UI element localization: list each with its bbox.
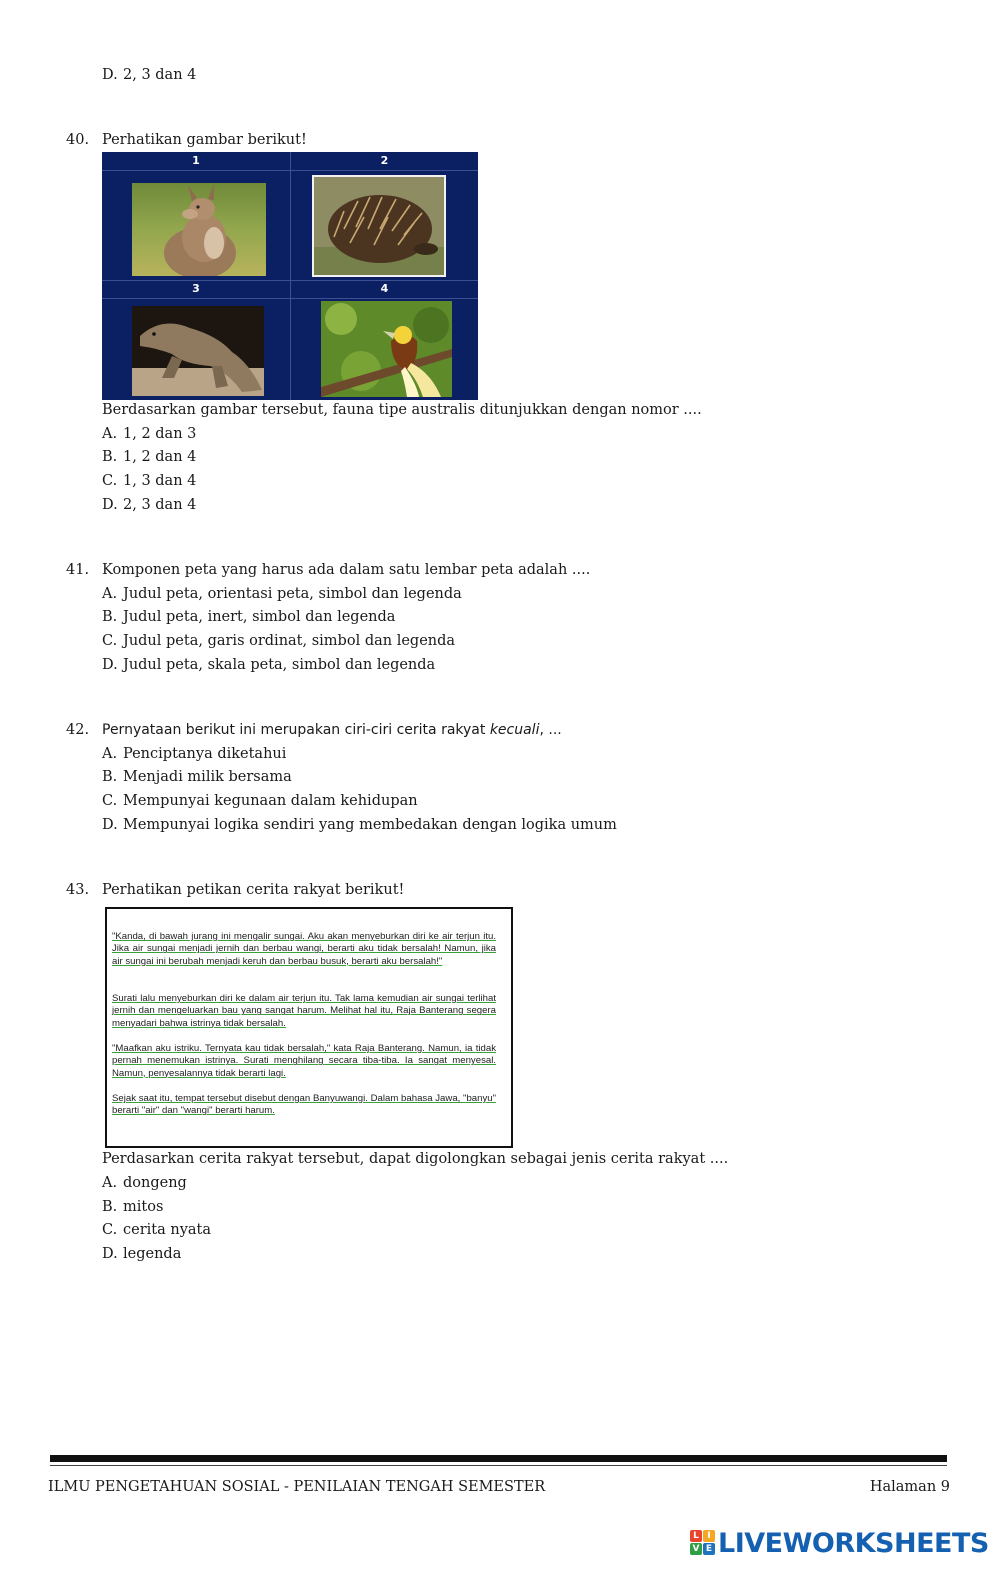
option-text: Mempunyai kegunaan dalam kehidupan <box>123 793 418 809</box>
q42-option-d[interactable] <box>102 817 617 833</box>
folk-story-excerpt-box <box>105 907 513 1148</box>
fauna-image-grid <box>102 152 478 400</box>
komodo-image <box>132 306 264 396</box>
option-text: cerita nyata <box>123 1222 211 1238</box>
option-text: Judul peta, inert, simbol dan legenda <box>123 609 396 625</box>
logo-tile-i: I <box>703 1530 715 1542</box>
question-42-tail: , ... <box>539 722 562 738</box>
story-paragraph-3: "Maafkan aku istriku. Ternyata kau tidak bersalah," kata Raja Banterang. Namun, ia tidak pernah menemukan istrinya. Surati menghilang secara tiba-tiba. Ia sangat menyesal. Namun, penyesalannya tidak berarti lagi. <box>112 1043 496 1079</box>
echidna-image <box>312 175 446 277</box>
q40-option-a[interactable] <box>102 426 196 442</box>
question-43-prompt: Perhatikan petikan cerita rakyat berikut! <box>102 882 405 898</box>
q41-option-b[interactable] <box>102 609 395 625</box>
option-letter: A. <box>102 1175 118 1191</box>
question-41-text: Komponen peta yang harus ada dalam satu lembar peta adalah .... <box>102 562 591 578</box>
option-letter: C. <box>102 793 118 809</box>
option-letter: D. <box>102 657 118 673</box>
q40-option-b[interactable] <box>102 449 196 465</box>
footer-divider-thick <box>50 1455 947 1462</box>
q43-option-a[interactable] <box>102 1175 187 1191</box>
q43-option-b[interactable] <box>102 1199 163 1215</box>
option-text: Judul peta, orientasi peta, simbol dan legenda <box>123 586 462 602</box>
option-letter: D. <box>102 1246 118 1262</box>
footer-divider-thin <box>50 1465 947 1466</box>
option-text: Judul peta, garis ordinat, simbol dan legenda <box>123 633 456 649</box>
option-text: legenda <box>123 1246 182 1262</box>
question-40-text: Berdasarkan gambar tersebut, fauna tipe australis ditunjukkan dengan nomor .... <box>102 402 702 418</box>
question-40-prompt: Perhatikan gambar berikut! <box>102 132 307 148</box>
q42-option-a[interactable] <box>102 746 286 762</box>
option-text: Menjadi milik bersama <box>123 769 292 785</box>
grid-label-3: 3 <box>192 282 200 295</box>
option-letter: C. <box>102 1222 118 1238</box>
footer-page-number: Halaman 9 <box>869 1479 950 1495</box>
grid-label-1: 1 <box>192 154 200 167</box>
option-letter: D. <box>102 497 118 513</box>
option-text: dongeng <box>123 1175 187 1191</box>
q42-option-c[interactable] <box>102 793 418 809</box>
question-number-42: 42. <box>66 722 90 738</box>
option-text: Penciptanya diketahui <box>123 746 287 762</box>
option-text: 1, 3 dan 4 <box>123 473 197 489</box>
q40-option-c[interactable] <box>102 473 196 489</box>
option-text: mitos <box>123 1199 164 1215</box>
option-letter: B. <box>102 769 118 785</box>
option-text: 1, 2 dan 4 <box>123 449 197 465</box>
q40-option-d[interactable] <box>102 497 196 513</box>
liveworksheets-logo[interactable] <box>690 1526 989 1560</box>
q43-option-c[interactable] <box>102 1222 211 1238</box>
question-number-43: 43. <box>66 882 90 898</box>
question-42-text <box>102 722 562 738</box>
story-paragraph-4: Sejak saat itu, tempat tersebut disebut dengan Banyuwangi. Dalam bahasa Jawa, "banyu" berarti "air" dan "wangi" berarti harum. <box>112 1093 496 1117</box>
liveworksheets-logo-text: LIVEWORKSHEETS <box>718 1527 989 1559</box>
logo-tile-l: L <box>690 1530 702 1542</box>
q41-option-c[interactable] <box>102 633 455 649</box>
q41-option-a[interactable] <box>102 586 462 602</box>
q41-option-d[interactable] <box>102 657 435 673</box>
liveworksheets-logo-icon <box>690 1530 716 1556</box>
option-letter: C. <box>102 633 118 649</box>
option-text: Judul peta, skala peta, simbol dan legenda <box>123 657 436 673</box>
option-letter: A. <box>102 746 118 762</box>
story-paragraph-1: "Kanda, di bawah jurang ini mengalir sungai. Aku akan menyeburkan diri ke air terjun itu. Jika air sungai menjadi jernih dan berbau wangi, berarti aku tidak bersalah! Namun, jika air sungai ini berubah menjadi keruh dan berbau busuk, berarti aku bersalah!" <box>112 931 496 967</box>
footer-subject-title: ILMU PENGETAHUAN SOSIAL - PENILAIAN TENGAH SEMESTER <box>48 1479 546 1495</box>
grid-label-4: 4 <box>380 282 389 295</box>
question-42-emphasis: kecuali <box>489 722 540 738</box>
option-text: Mempunyai logika sendiri yang membedakan dengan logika umum <box>123 817 617 833</box>
option-letter: D. <box>102 67 118 83</box>
question-number-40: 40. <box>66 132 90 148</box>
kangaroo-image <box>132 183 266 276</box>
story-paragraph-2: Surati lalu menyeburkan diri ke dalam air terjun itu. Tak lama kemudian air sungai terlihat jernih dan mengeluarkan bau yang sangat harum. Melihat hal itu, Raja Banterang segera menyadari bahwa istrinya tidak bersalah. <box>112 993 496 1029</box>
option-text: 1, 2 dan 3 <box>123 426 197 442</box>
grid-label-2: 2 <box>380 154 389 167</box>
option-letter: A. <box>102 586 118 602</box>
q42-option-b[interactable] <box>102 769 292 785</box>
option-letter: A. <box>102 426 118 442</box>
question-42-main: Pernyataan berikut ini merupakan ciri-ciri cerita rakyat <box>102 722 490 738</box>
question-number-41: 41. <box>66 562 90 578</box>
question-43-text: Perdasarkan cerita rakyat tersebut, dapat digolongkan sebagai jenis cerita rakyat .... <box>102 1151 729 1167</box>
option-text: 2, 3 dan 4 <box>123 67 197 83</box>
option-letter: D. <box>102 817 118 833</box>
option-letter: B. <box>102 609 118 625</box>
option-letter: B. <box>102 449 118 465</box>
logo-tile-e: E <box>703 1543 715 1555</box>
option-d-previous <box>102 67 196 83</box>
bird-of-paradise-image <box>321 301 452 397</box>
option-letter: B. <box>102 1199 118 1215</box>
option-letter: C. <box>102 473 118 489</box>
logo-tile-v: V <box>690 1543 702 1555</box>
option-text: 2, 3 dan 4 <box>123 497 197 513</box>
q43-option-d[interactable] <box>102 1246 181 1262</box>
